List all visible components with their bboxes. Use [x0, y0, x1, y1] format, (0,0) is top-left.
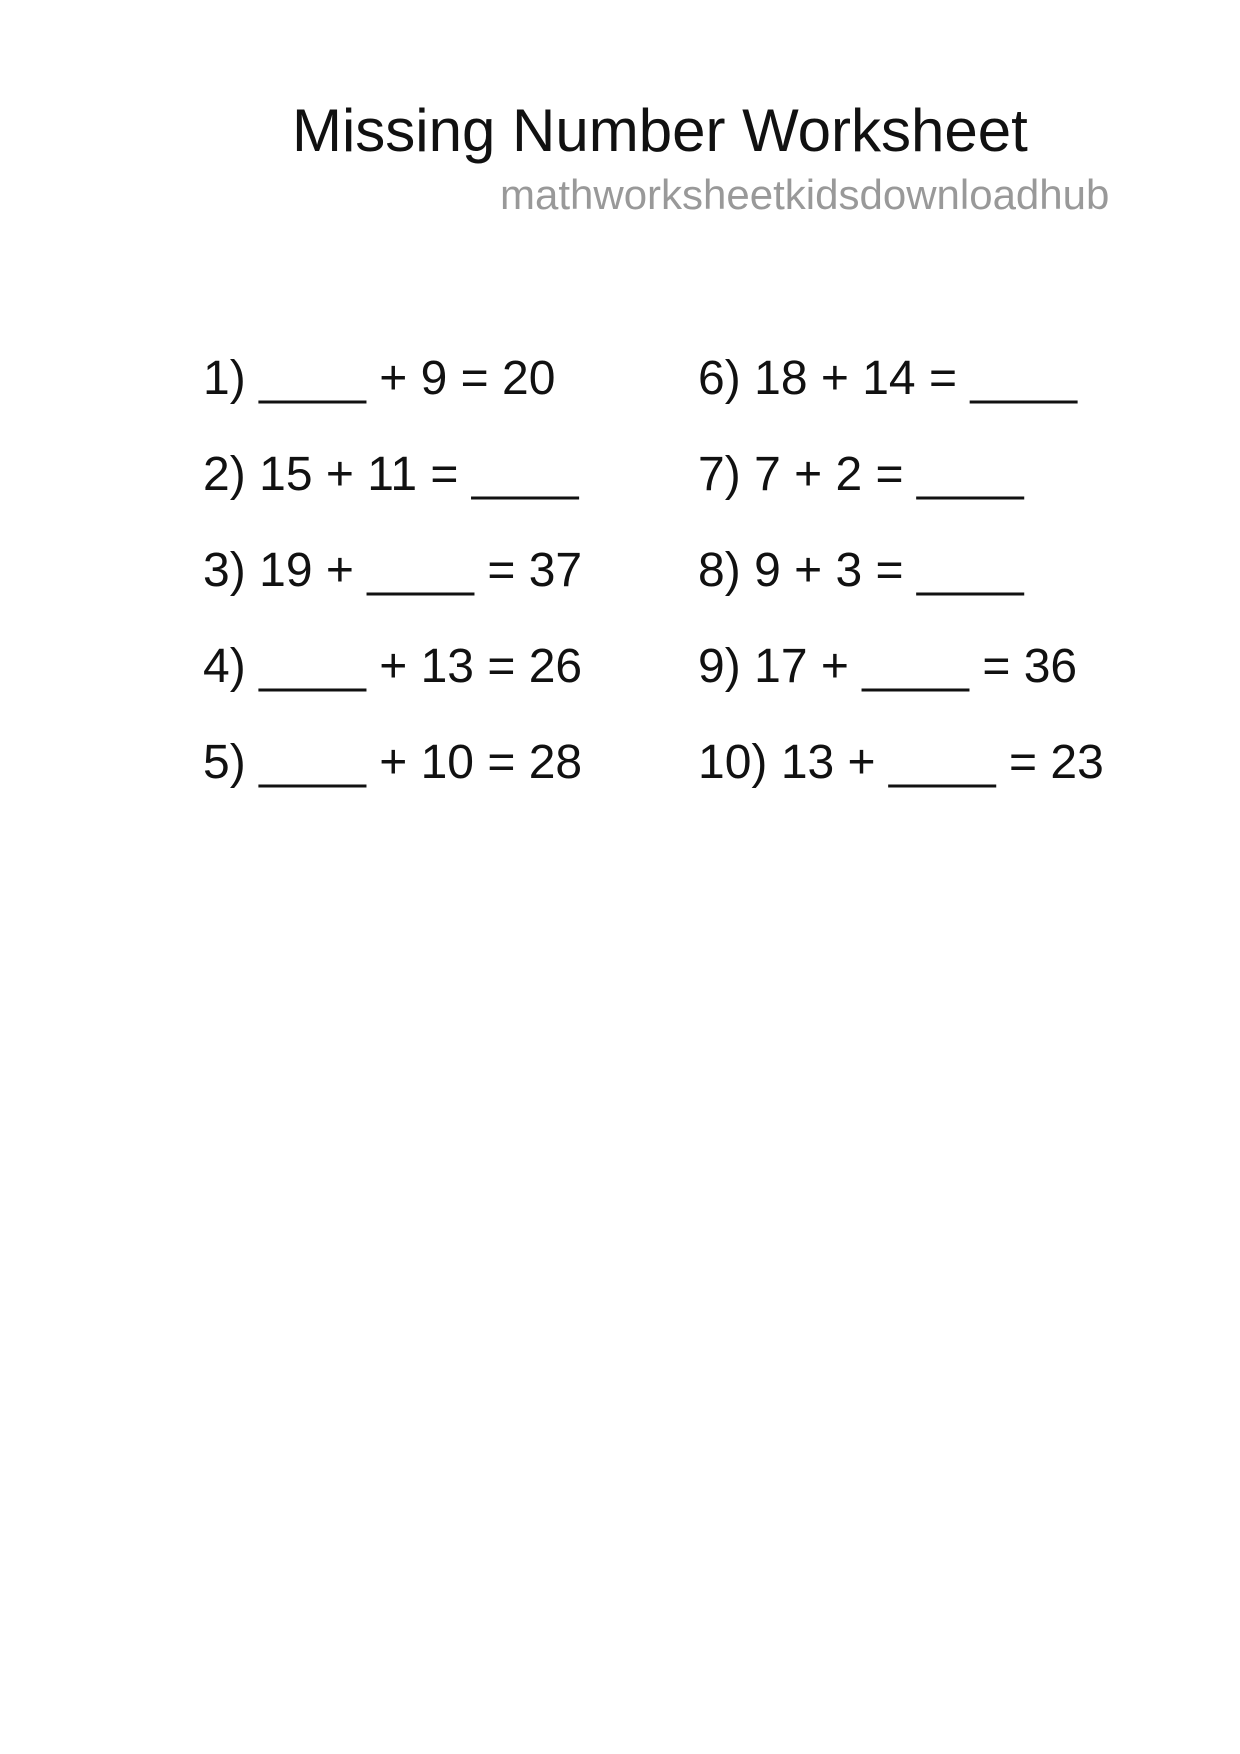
problem-row-4 — [203, 619, 582, 715]
problem-expression: ____ + 13 = 26 — [259, 640, 583, 693]
problem-expression: 18 + 14 = ____ — [754, 352, 1078, 405]
problem-number: 2) — [203, 448, 246, 501]
problem-row-10 — [698, 715, 1104, 811]
problem-row-6 — [698, 331, 1104, 427]
problem-number: 3) — [203, 544, 246, 597]
problem-number: 9) — [698, 640, 741, 693]
problem-expression: 9 + 3 = ____ — [754, 544, 1024, 597]
problem-row-1 — [203, 331, 582, 427]
problem-expression: 17 + ____ = 36 — [754, 640, 1078, 693]
problem-row-9 — [698, 619, 1104, 715]
problem-row-5 — [203, 715, 582, 811]
problems-left-column — [203, 331, 582, 811]
problem-expression: 15 + 11 = ____ — [259, 448, 579, 501]
problem-expression: ____ + 10 = 28 — [259, 736, 583, 789]
problem-expression: 13 + ____ = 23 — [780, 736, 1104, 789]
problem-number: 4) — [203, 640, 246, 693]
problem-number: 6) — [698, 352, 741, 405]
problem-row-2 — [203, 427, 582, 523]
page-title: Missing Number Worksheet — [292, 97, 1028, 164]
problem-number: 10) — [698, 736, 768, 789]
problem-number: 1) — [203, 352, 246, 405]
problem-row-7 — [698, 427, 1104, 523]
problem-row-3 — [203, 523, 582, 619]
problem-number: 8) — [698, 544, 741, 597]
site-watermark: mathworksheetkidsdownloadhub — [500, 171, 1110, 218]
problems-right-column — [698, 331, 1104, 811]
problem-expression: 19 + ____ = 37 — [259, 544, 583, 597]
problem-row-8 — [698, 523, 1104, 619]
problem-number: 5) — [203, 736, 246, 789]
problem-number: 7) — [698, 448, 741, 501]
problem-expression: 7 + 2 = ____ — [754, 448, 1024, 501]
problem-expression: ____ + 9 = 20 — [259, 352, 556, 405]
